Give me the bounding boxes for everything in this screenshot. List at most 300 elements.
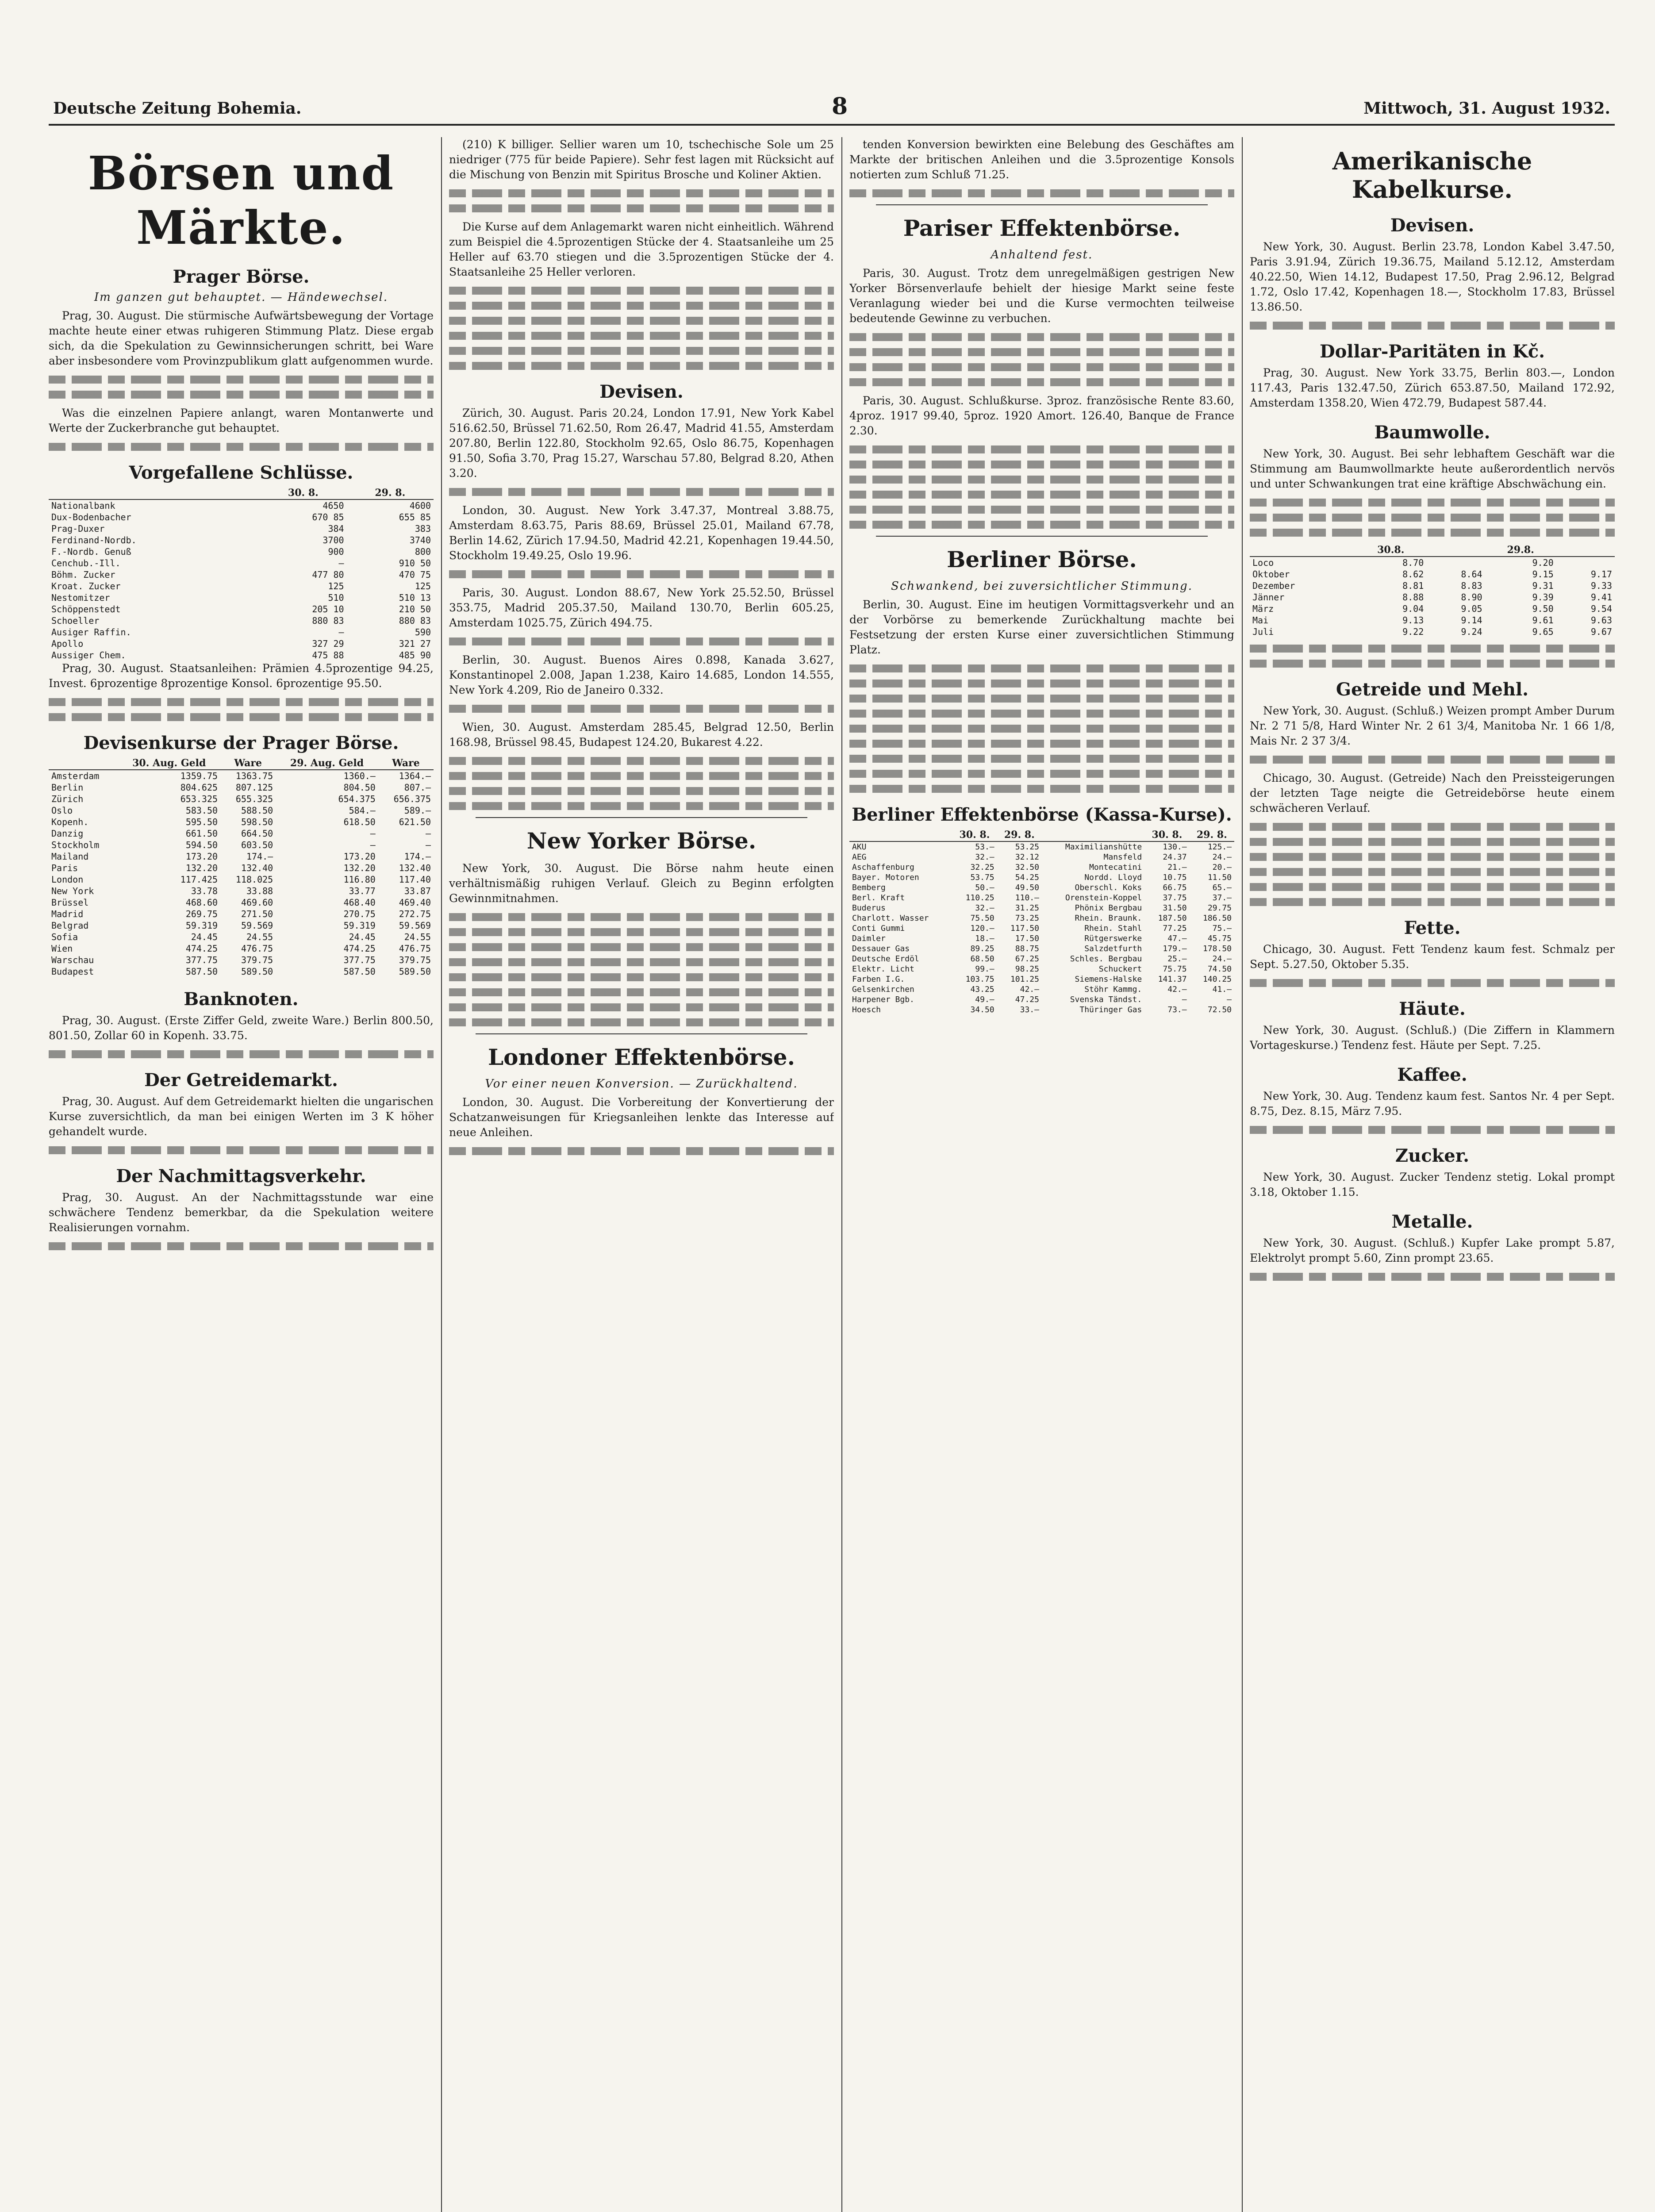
table-cell: 8.81 — [1402, 580, 1424, 591]
table-cell: Mai — [1252, 615, 1269, 626]
table-cell: 117.40 — [399, 874, 431, 885]
table-cell: Oberschl. Koks — [1075, 883, 1142, 892]
table-cell: 468.60 — [185, 897, 218, 908]
text-lines — [449, 287, 834, 295]
table-cell: 383 — [415, 523, 431, 534]
text-lines — [849, 333, 1234, 341]
devisen-row — [49, 966, 434, 977]
column-rule — [441, 137, 442, 2212]
text-lines — [1250, 898, 1615, 906]
text-lines — [849, 770, 1234, 778]
devisen-row — [49, 828, 434, 839]
text-lines — [849, 476, 1234, 484]
table-cell: 4600 — [409, 500, 431, 511]
table-cell: — — [425, 840, 431, 850]
column-header — [49, 757, 118, 770]
kassa-row — [849, 841, 1234, 852]
table-cell: Prag-Duxer — [51, 523, 105, 534]
table-cell: 59.319 — [185, 920, 218, 931]
table-cell: — — [1182, 995, 1187, 1004]
table-cell: 132.20 — [343, 863, 376, 873]
table-cell: 59.569 — [241, 920, 273, 931]
table-cell: 8.70 — [1402, 557, 1424, 568]
table-cell: 9.04 — [1402, 603, 1424, 614]
table-cell: Berl. Kraft — [852, 893, 905, 902]
table-cell: Schöppenstedt — [51, 604, 121, 614]
table-cell: 75.— — [1212, 924, 1232, 933]
table-cell: Farben I.G. — [852, 975, 905, 984]
text-lines — [1250, 1126, 1615, 1134]
article-paragraph: Prag, 30. August. Staatsanleihen: Prämien 4.5prozentige 94.25, Invest. 6prozentige 8prozentige Konsol. 6prozentige 95.50. — [49, 662, 434, 690]
schluss-row — [49, 534, 434, 546]
devisen-row — [49, 943, 434, 954]
article-paragraph: New York, 30. Aug. Tendenz kaum fest. Santos Nr. 4 per Sept. 8.75, Dez. 8.15, März 7.95. — [1250, 1090, 1615, 1118]
table-cell: 880 83 — [312, 615, 344, 626]
table-cell: 53.75 — [970, 873, 995, 882]
table-cell: 72.50 — [1207, 1005, 1232, 1014]
table-cell: Deutsche Erdöl — [852, 954, 919, 964]
table-cell: Mansfeld — [1103, 853, 1142, 862]
kassa-row — [849, 964, 1234, 974]
table-cell: 130.— — [1163, 842, 1187, 852]
table-cell: 379.75 — [399, 955, 431, 965]
kassa-row — [849, 984, 1234, 995]
table-cell: 9.54 — [1590, 603, 1612, 614]
text-lines — [849, 695, 1234, 703]
table-cell: 474.25 — [343, 943, 376, 954]
table-cell: 589.50 — [399, 966, 431, 977]
table-cell: Stöhr Kammg. — [1084, 985, 1142, 994]
table-cell: 49.50 — [1015, 883, 1039, 892]
pariser-boerse-heading: Pariser Effektenbörse. — [903, 215, 1181, 241]
table-cell: 118.025 — [235, 874, 273, 885]
table-cell: 379.75 — [241, 955, 273, 965]
devisen-heading: Devisen. — [1390, 215, 1475, 236]
text-lines — [449, 1018, 834, 1026]
table-cell: 125 — [328, 581, 344, 591]
kassa-row — [849, 872, 1234, 883]
kassa-row — [849, 954, 1234, 964]
table-cell: 186.50 — [1202, 914, 1232, 923]
table-cell: 9.50 — [1532, 603, 1554, 614]
table-cell: Schles. Bergbau — [1070, 954, 1142, 964]
article-paragraph: Was die einzelnen Papiere anlangt, waren Montanwerte und Werte der Zuckerbranche gut behauptet. — [49, 407, 434, 434]
table-cell: Berlin — [51, 782, 84, 793]
table-cell: 132.40 — [399, 863, 431, 873]
column-header: 29. 8. — [997, 829, 1042, 841]
table-cell: 271.50 — [241, 909, 273, 919]
table-cell: 18.— — [975, 934, 995, 943]
divider — [476, 817, 807, 818]
text-lines — [449, 973, 834, 981]
issue-date: Mittwoch, 31. August 1932. — [1363, 99, 1610, 118]
article-paragraph: Prag, 30. August. Auf dem Getreidemarkt hielten die ungarischen Kurse zuversichtlich, da man bei einigen Werten im 3 K höher gehandelt wurde. — [49, 1095, 434, 1138]
table-cell: 32.— — [975, 903, 995, 913]
article-paragraph: New York, 30. August. (Schluß.) Kupfer Lake prompt 5.87, Elektrolyt prompt 5.60, Zinn prompt 23.65. — [1250, 1237, 1615, 1264]
baumwolle-row — [1250, 580, 1615, 591]
dollar-paritaeten-heading: Dollar-Paritäten in Kč. — [1319, 341, 1545, 362]
table-cell: 24.55 — [246, 932, 273, 942]
text-lines — [849, 363, 1234, 371]
article-paragraph: New York, 30. August. Berlin 23.78, London Kabel 3.47.50, Paris 3.91.94, Zürich 19.36.75, Mailand 5.12.12, Amsterdam 40.22.50, Wien 14.12, Budapest 17.50, Prag 2.96.12, Belgrad 1.72, Oslo 17.42, Kopenhagen 18.—, Stockholm 17.83, Brüssel 13.86.50. — [1250, 240, 1615, 313]
table-cell: 50.— — [975, 883, 995, 892]
devisen-row — [49, 805, 434, 816]
schluss-row — [49, 615, 434, 626]
table-cell: 125.— — [1207, 842, 1232, 852]
text-lines — [849, 189, 1234, 197]
table-cell: F.-Nordb. Genuß — [51, 546, 131, 557]
column-rule — [841, 137, 842, 2212]
table-cell: 670 85 — [312, 512, 344, 522]
text-lines — [1250, 529, 1615, 537]
london-boerse-heading: Londoner Effektenbörse. — [488, 1044, 795, 1070]
table-cell: 31.25 — [1015, 903, 1039, 913]
table-cell: 32.50 — [1015, 863, 1039, 872]
table-cell: 8.88 — [1402, 592, 1424, 603]
table-cell: — — [1227, 995, 1232, 1004]
table-cell: Gelsenkirchen — [852, 985, 914, 994]
table-cell: 53.25 — [1015, 842, 1039, 852]
column-header: 30.8. — [1355, 544, 1426, 557]
table-cell: 59.569 — [399, 920, 431, 931]
table-cell: 9.61 — [1532, 615, 1554, 626]
table-cell: 117.425 — [180, 874, 218, 885]
table-cell: 37.— — [1212, 893, 1232, 902]
text-lines — [449, 928, 834, 936]
text-lines — [1250, 883, 1615, 891]
text-lines — [1250, 756, 1615, 764]
column-header: 29. Aug. Geld — [276, 757, 378, 770]
table-cell: 664.50 — [241, 828, 273, 839]
table-cell: Schoeller — [51, 615, 100, 626]
text-lines — [849, 521, 1234, 529]
schluss-row — [49, 649, 434, 661]
table-cell: 98.25 — [1015, 964, 1039, 974]
banknoten-heading: Banknoten. — [184, 989, 299, 1010]
article-paragraph: London, 30. August. Die Vorbereitung der Konvertierung der Schatzanweisungen für Kriegsanleihen lenkte das Interesse auf neue Anleihen. — [449, 1096, 834, 1139]
article-paragraph: Die Kurse auf dem Anlagemarkt waren nicht einheitlich. Während zum Beispiel die 4.5prozentigen Stücke der 4. Staatsanleihe um 25 Heller auf 63.70 stiegen und die 3.5prozentigen Stücke der 4. Staatsanleihe 25 Heller verloren. — [449, 220, 834, 278]
table-cell: 68.50 — [970, 954, 995, 964]
devisen-row — [49, 885, 434, 897]
table-cell: 24.— — [1212, 954, 1232, 964]
table-cell: 73.— — [1167, 1005, 1187, 1014]
table-cell: Apollo — [51, 638, 84, 649]
berlin-subheading: Schwankend, bei zuversichtlicher Stimmung. — [891, 580, 1193, 593]
table-cell: 1364.— — [399, 771, 431, 781]
kassa-row — [849, 923, 1234, 933]
text-lines — [849, 664, 1234, 672]
table-cell: 120.— — [970, 924, 995, 933]
table-cell: 594.50 — [185, 840, 218, 850]
text-lines — [449, 347, 834, 355]
table-cell: 587.50 — [185, 966, 218, 977]
text-lines — [849, 740, 1234, 748]
devisen-heading: Devisen. — [599, 381, 684, 402]
text-lines — [49, 1050, 434, 1058]
table-cell: 54.25 — [1015, 873, 1039, 882]
baumwolle-row — [1250, 614, 1615, 626]
table-cell: 469.40 — [399, 897, 431, 908]
table-cell: 140.25 — [1202, 975, 1232, 984]
table-cell: 510 13 — [399, 592, 431, 603]
column-header — [49, 487, 260, 499]
column-header — [1042, 829, 1144, 841]
table-cell: 384 — [328, 523, 344, 534]
table-cell: 475 88 — [312, 650, 344, 661]
table-cell: 9.05 — [1461, 603, 1482, 614]
text-lines — [849, 461, 1234, 469]
devisen-row — [49, 793, 434, 805]
table-cell: 807.125 — [235, 782, 273, 793]
table-cell: 377.75 — [343, 955, 376, 965]
table-cell: 661.50 — [185, 828, 218, 839]
kabelkurse-heading: Amerikanische Kabelkurse. — [1332, 147, 1532, 204]
table-cell: Paris — [51, 863, 78, 873]
text-lines — [849, 506, 1234, 514]
table-cell: — — [370, 828, 376, 839]
devisen-row — [49, 874, 434, 885]
table-cell: 49.— — [975, 995, 995, 1004]
table-cell: 9.33 — [1590, 580, 1612, 591]
text-lines — [449, 189, 834, 197]
table-cell — [1426, 557, 1485, 568]
table-cell: 11.50 — [1207, 873, 1232, 882]
schluesse-table — [49, 487, 434, 661]
section-title: Börsen und Märkte. — [88, 146, 395, 255]
article-paragraph: Paris, 30. August. Schlußkurse. 3proz. französische Rente 83.60, 4proz. 1917 99.40, 5proz. 1920 Amort. 126.40, Banque de France 2.30. — [849, 394, 1234, 437]
table-cell: Rhein. Braunk. — [1075, 914, 1142, 923]
table-cell: Schuckert — [1098, 964, 1142, 974]
table-cell: 33.78 — [191, 886, 218, 896]
table-cell: 34.50 — [970, 1005, 995, 1014]
table-cell: Rütgerswerke — [1084, 934, 1142, 943]
table-cell: 116.80 — [343, 874, 376, 885]
table-cell: Dessauer Gas — [852, 944, 910, 953]
table-cell: Ferdinand-Nordb. — [51, 535, 137, 545]
table-cell: 75.50 — [970, 914, 995, 923]
table-cell: 132.40 — [241, 863, 273, 873]
column-header: 29.8. — [1485, 544, 1556, 557]
table-cell: 47.25 — [1015, 995, 1039, 1004]
baumwolle-row — [1250, 568, 1615, 580]
table-cell: Rhein. Stahl — [1084, 924, 1142, 933]
table-cell: 583.50 — [185, 805, 218, 816]
table-cell: 29.75 — [1207, 903, 1232, 913]
text-lines — [449, 1147, 834, 1155]
text-lines — [1250, 853, 1615, 861]
text-lines — [49, 1146, 434, 1154]
table-cell: 37.75 — [1163, 893, 1187, 902]
table-cell: 8.83 — [1461, 580, 1482, 591]
text-lines — [849, 755, 1234, 763]
table-cell: 32.— — [975, 853, 995, 862]
getreide-heading: Getreide und Mehl. — [1336, 679, 1529, 700]
table-cell: 800 — [415, 546, 431, 557]
table-cell: 910 50 — [399, 558, 431, 568]
table-cell: 603.50 — [241, 840, 273, 850]
column-header: 30. 8. — [1144, 829, 1189, 841]
table-cell: Montecatini — [1089, 863, 1142, 872]
table-cell: Siemens-Halske — [1075, 975, 1142, 984]
divider — [476, 1033, 807, 1034]
column-header: 30. 8. — [952, 829, 997, 841]
table-cell: Budapest — [51, 966, 94, 977]
baumwolle-row — [1250, 557, 1615, 568]
text-lines — [449, 302, 834, 310]
article-paragraph: Chicago, 30. August. (Getreide) Nach den Preissteigerungen der letzten Tage neigte die Getreidebörse heute einem schwächeren Verlauf. — [1250, 772, 1615, 814]
table-cell: Maximilianshütte — [1065, 842, 1142, 852]
table-cell: März — [1252, 603, 1274, 614]
table-cell: 117.50 — [1010, 924, 1039, 933]
table-cell: 8.90 — [1461, 592, 1482, 603]
table-cell: Aussiger Chem. — [51, 650, 126, 661]
schluss-row — [49, 603, 434, 615]
table-cell: 17.50 — [1015, 934, 1039, 943]
table-cell: Zürich — [51, 794, 84, 804]
text-lines — [449, 332, 834, 340]
table-cell: 99.— — [975, 964, 995, 974]
haeute-heading: Häute. — [1399, 998, 1466, 1019]
table-cell: 272.75 — [399, 909, 431, 919]
table-cell: Brüssel — [51, 897, 89, 908]
table-cell: Kopenh. — [51, 817, 89, 827]
kassa-row — [849, 995, 1234, 1005]
table-cell: 110.— — [1015, 893, 1039, 902]
paper-name: Deutsche Zeitung Bohemia. — [53, 99, 302, 118]
article-paragraph: Chicago, 30. August. Fett Tendenz kaum fest. Schmalz per Sept. 5.27.50, Oktober 5.35. — [1250, 943, 1615, 971]
table-cell: Conti Gummi — [852, 924, 905, 933]
table-cell: 66.75 — [1163, 883, 1187, 892]
table-cell: 178.50 — [1202, 944, 1232, 953]
kassa-row — [849, 1005, 1234, 1015]
devisenkurse-heading: Devisenkurse der Prager Börse. — [83, 733, 399, 753]
text-lines — [449, 772, 834, 780]
text-lines — [1250, 1273, 1615, 1281]
newspaper-page — [49, 75, 1615, 2212]
table-cell: Oslo — [51, 805, 73, 816]
table-cell: 804.50 — [343, 782, 376, 793]
schluss-row — [49, 511, 434, 523]
table-cell: 588.50 — [241, 805, 273, 816]
table-cell: Bemberg — [852, 883, 886, 892]
text-lines — [1250, 499, 1615, 507]
table-cell: Nordd. Lloyd — [1084, 873, 1142, 882]
table-cell: 45.75 — [1207, 934, 1232, 943]
text-lines — [849, 445, 1234, 453]
table-cell: 173.20 — [185, 851, 218, 862]
table-cell: 65.— — [1212, 883, 1232, 892]
table-cell: 4650 — [323, 500, 344, 511]
table-cell: Warschau — [51, 955, 94, 965]
table-cell: 477 80 — [312, 569, 344, 580]
column-header — [1426, 544, 1485, 557]
article-paragraph: New York, 30. August. Die Börse nahm heute einen verhältnismäßig ruhigen Verlauf. Gleich zu Beginn erfolgten Gewinnmitnahmen. — [449, 862, 834, 905]
table-cell: 47.— — [1167, 934, 1187, 943]
baumwolle-row — [1250, 603, 1615, 614]
table-cell: 42.— — [1020, 985, 1039, 994]
kassa-kurse-heading: Berliner Effektenbörse (Kassa-Kurse). — [852, 804, 1232, 825]
table-cell: 485 90 — [399, 650, 431, 661]
kassa-row — [849, 883, 1234, 893]
metalle-heading: Metalle. — [1391, 1211, 1473, 1232]
table-cell: 598.50 — [241, 817, 273, 827]
table-cell: 510 — [328, 592, 344, 603]
table-cell: 43.25 — [970, 985, 995, 994]
text-lines — [449, 787, 834, 795]
table-cell: Belgrad — [51, 920, 89, 931]
schluss-row — [49, 557, 434, 569]
table-cell: 476.75 — [399, 943, 431, 954]
text-lines — [1250, 322, 1615, 330]
table-cell: Aschaffenburg — [852, 863, 914, 872]
table-cell: Böhm. Zucker — [51, 569, 115, 580]
table-cell: Madrid — [51, 909, 84, 919]
prager-boerse-heading: Prager Börse. — [173, 266, 310, 287]
table-cell: 141.37 — [1158, 975, 1187, 984]
table-cell: Thüringer Gas — [1079, 1005, 1142, 1014]
table-cell: Jänner — [1252, 592, 1285, 603]
text-lines — [849, 710, 1234, 718]
text-lines — [49, 713, 434, 721]
table-cell: 474.25 — [185, 943, 218, 954]
table-cell: Elektr. Licht — [852, 964, 914, 974]
devisen-row — [49, 816, 434, 828]
page-header — [49, 93, 1615, 126]
devisen-row — [49, 954, 434, 966]
article-paragraph: Paris, 30. August. Trotz dem unregelmäßigen gestrigen New Yorker Börsenverlaufe behielt der hiesige Markt seine feste Veranlagung wieder bei und die Kurse vermochten teilweise bedeutende Gewinne zu verbuchen. — [849, 267, 1234, 325]
table-cell: 24.37 — [1163, 853, 1187, 862]
text-lines — [449, 802, 834, 810]
kassa-row — [849, 903, 1234, 913]
baumwolle-heading: Baumwolle. — [1374, 422, 1490, 443]
kassa-row — [849, 913, 1234, 923]
table-cell: Daimler — [852, 934, 886, 943]
berliner-boerse-heading: Berliner Börse. — [947, 546, 1137, 572]
kassa-row — [849, 974, 1234, 984]
column-header — [1250, 544, 1355, 557]
text-lines — [849, 491, 1234, 499]
text-lines — [849, 680, 1234, 687]
table-cell: 8.62 — [1402, 569, 1424, 580]
kassa-row — [849, 862, 1234, 872]
devisen-row — [49, 908, 434, 920]
text-lines — [849, 348, 1234, 356]
table-cell: 621.50 — [399, 817, 431, 827]
article-paragraph: (210) K billiger. Sellier waren um 10, tschechische Sole um 25 niedriger (775 für beide Papiere). Sehr fest lagen mit Rücksicht auf die Mischung von Benzin mit Spiritus Brosche und Koliner Aktien. — [449, 138, 834, 181]
table-cell: 24.45 — [191, 932, 218, 942]
table-cell: 9.41 — [1590, 592, 1612, 603]
text-lines — [449, 705, 834, 713]
table-cell: Ausiger Raffin. — [51, 627, 131, 637]
table-cell: 33.88 — [246, 886, 273, 896]
table-cell: 655.325 — [235, 794, 273, 804]
table-cell: 31.50 — [1163, 903, 1187, 913]
table-cell: 589.— — [404, 805, 431, 816]
text-lines — [49, 698, 434, 706]
article-paragraph: Wien, 30. August. Amsterdam 285.45, Belgrad 12.50, Berlin 168.98, Brüssel 98.45, Budapest 124.20, Bukarest 4.22. — [449, 721, 834, 749]
table-cell: 174.— — [404, 851, 431, 862]
text-lines — [449, 943, 834, 951]
table-cell: 88.75 — [1015, 944, 1039, 953]
table-cell: 9.17 — [1590, 569, 1612, 580]
table-cell: 589.50 — [241, 966, 273, 977]
text-lines — [449, 958, 834, 966]
table-cell: 618.50 — [343, 817, 376, 827]
article-paragraph: New York, 30. August. Bei sehr lebhaftem Geschäft war die Stimmung am Baumwollmarkte heute außerordentlich nervös und unter Schwankungen trat eine kräftige Abschwächung ein. — [1250, 447, 1615, 490]
table-cell: Wien — [51, 943, 73, 954]
column-rule — [1242, 137, 1243, 2212]
table-cell: 75.75 — [1163, 964, 1187, 974]
